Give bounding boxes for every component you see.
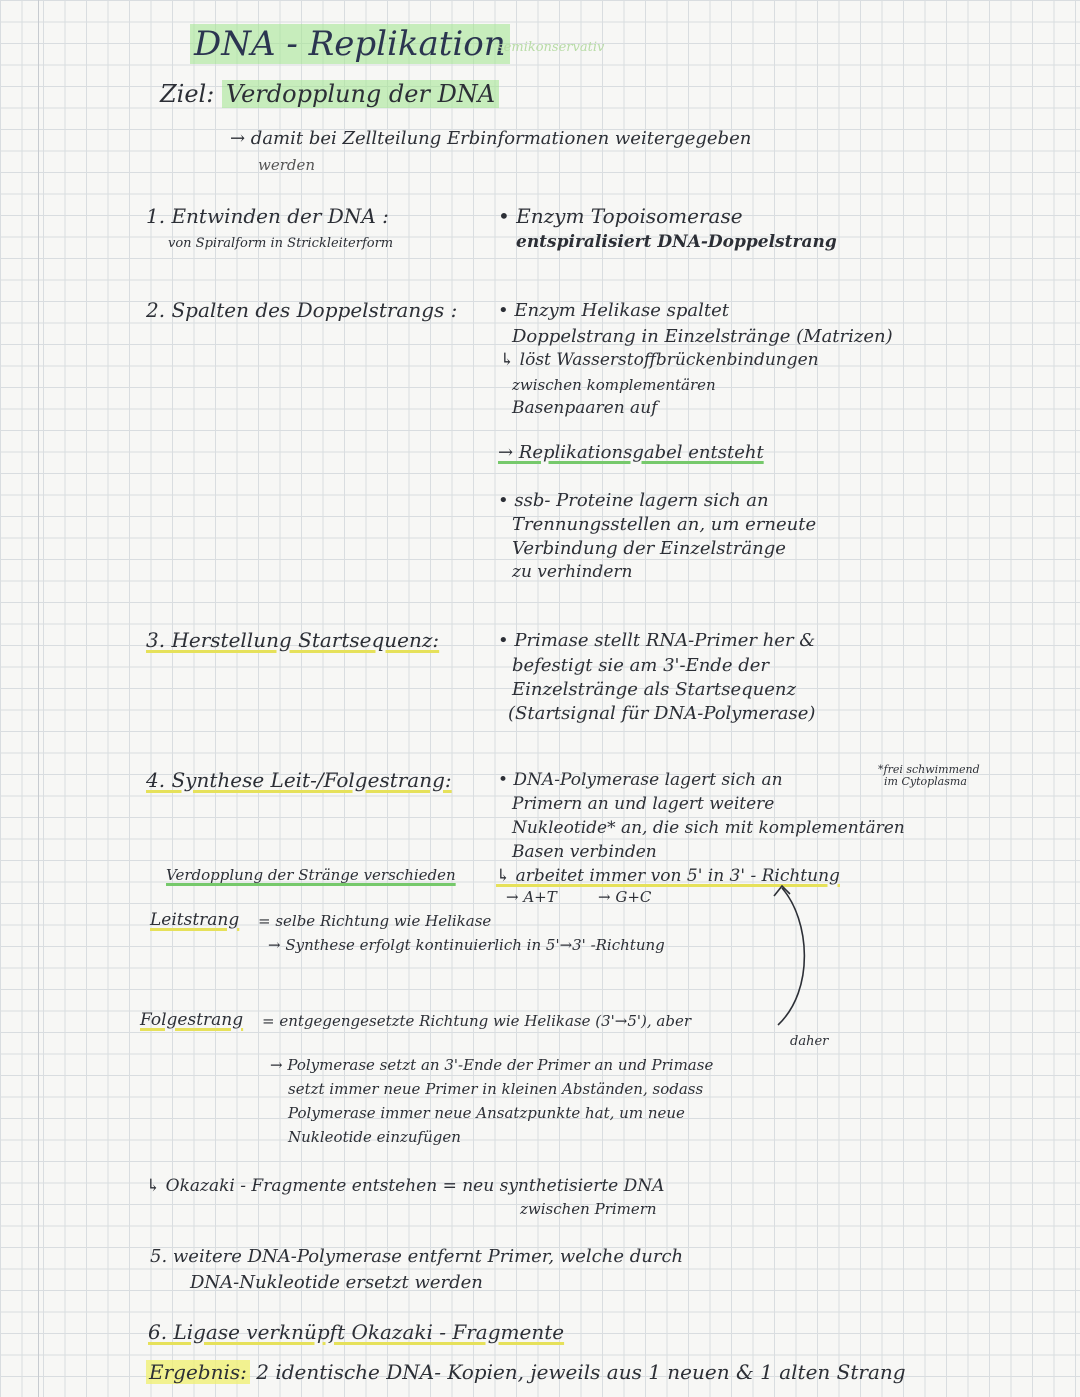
folgestrang-detail-4: Nukleotide einzufügen	[288, 1128, 461, 1146]
step4-point-2: Primern an und lagert weitere	[512, 794, 775, 814]
ssb-line-1: • ssb- Proteine lagern sich an	[498, 490, 769, 511]
margin-line	[38, 0, 39, 1397]
step2-point-3: ↳ löst Wasserstoffbrückenbindungen	[500, 350, 819, 370]
leitstrang-line-2: → Synthese erfolgt kontinuierlich in 5'→3' -Richtung	[268, 936, 665, 954]
step2-point-1: • Enzym Helikase spaltet	[498, 300, 729, 321]
goal-note-line2: werden	[258, 156, 316, 174]
leitstrang-label: Leitstrang	[150, 910, 240, 930]
strands-intro: Verdopplung der Stränge verschieden	[166, 866, 456, 884]
leitstrang-line-1: = selbe Richtung wie Helikase	[258, 912, 492, 930]
step3-point-3: Einzelstränge als Startsequenz	[512, 679, 796, 700]
ssb-line-2: Trennungsstellen an, um erneute	[512, 514, 817, 535]
step2-heading: 2. Spalten des Doppelstrangs :	[146, 298, 458, 322]
step1-point-2: entspiralisiert DNA-Doppelstrang	[516, 232, 837, 252]
step1-point-1: • Enzym Topoisomerase	[498, 204, 743, 228]
step5-line-1: 5. weitere DNA-Polymerase entfernt Primer, welche durch	[150, 1246, 684, 1267]
step3-heading: 3. Herstellung Startsequenz:	[146, 628, 440, 652]
folgestrang-daher: daher	[790, 1034, 829, 1049]
goal: Ziel: Verdopplung der DNA	[160, 80, 499, 108]
step4-point-4: Basen verbinden	[512, 842, 657, 862]
folgestrang-detail-2: setzt immer neue Primer in kleinen Abständen, sodass	[288, 1080, 704, 1098]
step3-point-4: (Startsignal für DNA-Polymerase)	[508, 703, 816, 724]
step3-point-2: befestigt sie am 3'-Ende der	[512, 655, 769, 676]
folgestrang-detail-1: → Polymerase setzt an 3'-Ende der Primer an und Primase	[270, 1056, 714, 1074]
folgestrang-line-1: = entgegengesetzte Richtung wie Helikase (3'→5'), aber	[262, 1012, 691, 1030]
okazaki-line-2: zwischen Primern	[520, 1200, 657, 1218]
step2-point-2: Doppelstrang in Einzelstränge (Matrizen)	[512, 326, 893, 347]
step3-point-1: • Primase stellt RNA-Primer her &	[498, 630, 816, 651]
step5-line-2: DNA-Nukleotide ersetzt werden	[190, 1272, 483, 1293]
step2-point-5: Basenpaaren auf	[512, 398, 658, 418]
folgestrang-detail-3: Polymerase immer neue Ansatzpunkte hat, um neue	[288, 1104, 685, 1122]
pair-at: → A+T	[506, 888, 557, 906]
result: Ergebnis: 2 identische DNA- Kopien, jeweils aus 1 neuen & 1 alten Strang	[146, 1360, 906, 1384]
curved-arrow	[760, 880, 820, 1030]
step1-heading: 1. Entwinden der DNA :	[146, 204, 389, 228]
page-title: DNA - Replikation	[190, 24, 510, 64]
replication-fork: → Replikationsgabel entsteht	[498, 442, 764, 463]
step2-point-4: zwischen komplementären	[512, 376, 716, 394]
step4-point-3: Nukleotide* an, die sich mit komplementären	[512, 818, 905, 838]
okazaki-line-1: ↳ Okazaki - Fragmente entstehen = neu synthetisierte DNA	[146, 1176, 665, 1196]
ssb-line-3: Verbindung der Einzelstränge	[512, 538, 786, 559]
pair-gc: → G+C	[598, 888, 652, 906]
folgestrang-label: Folgestrang	[140, 1010, 244, 1030]
step1-sub: von Spiralform in Strickleiterform	[168, 236, 394, 251]
step4-heading: 4. Synthese Leit-/Folgestrang:	[146, 768, 452, 792]
step4-point-1: • DNA-Polymerase lagert sich an	[498, 770, 783, 790]
title-note: semikonservativ	[497, 40, 605, 55]
step6: 6. Ligase verknüpft Okazaki - Fragmente	[148, 1320, 565, 1344]
footnote-line-2: im Cytoplasma	[884, 775, 967, 788]
ssb-line-4: zu verhindern	[512, 562, 633, 582]
footnote-line-1: *frei schwimmend	[878, 763, 980, 776]
goal-note-line1: → damit bei Zellteilung Erbinformationen weitergegeben	[230, 128, 752, 149]
step4-point-5: ↳ arbeitet immer von 5' in 3' - Richtung	[496, 866, 840, 886]
